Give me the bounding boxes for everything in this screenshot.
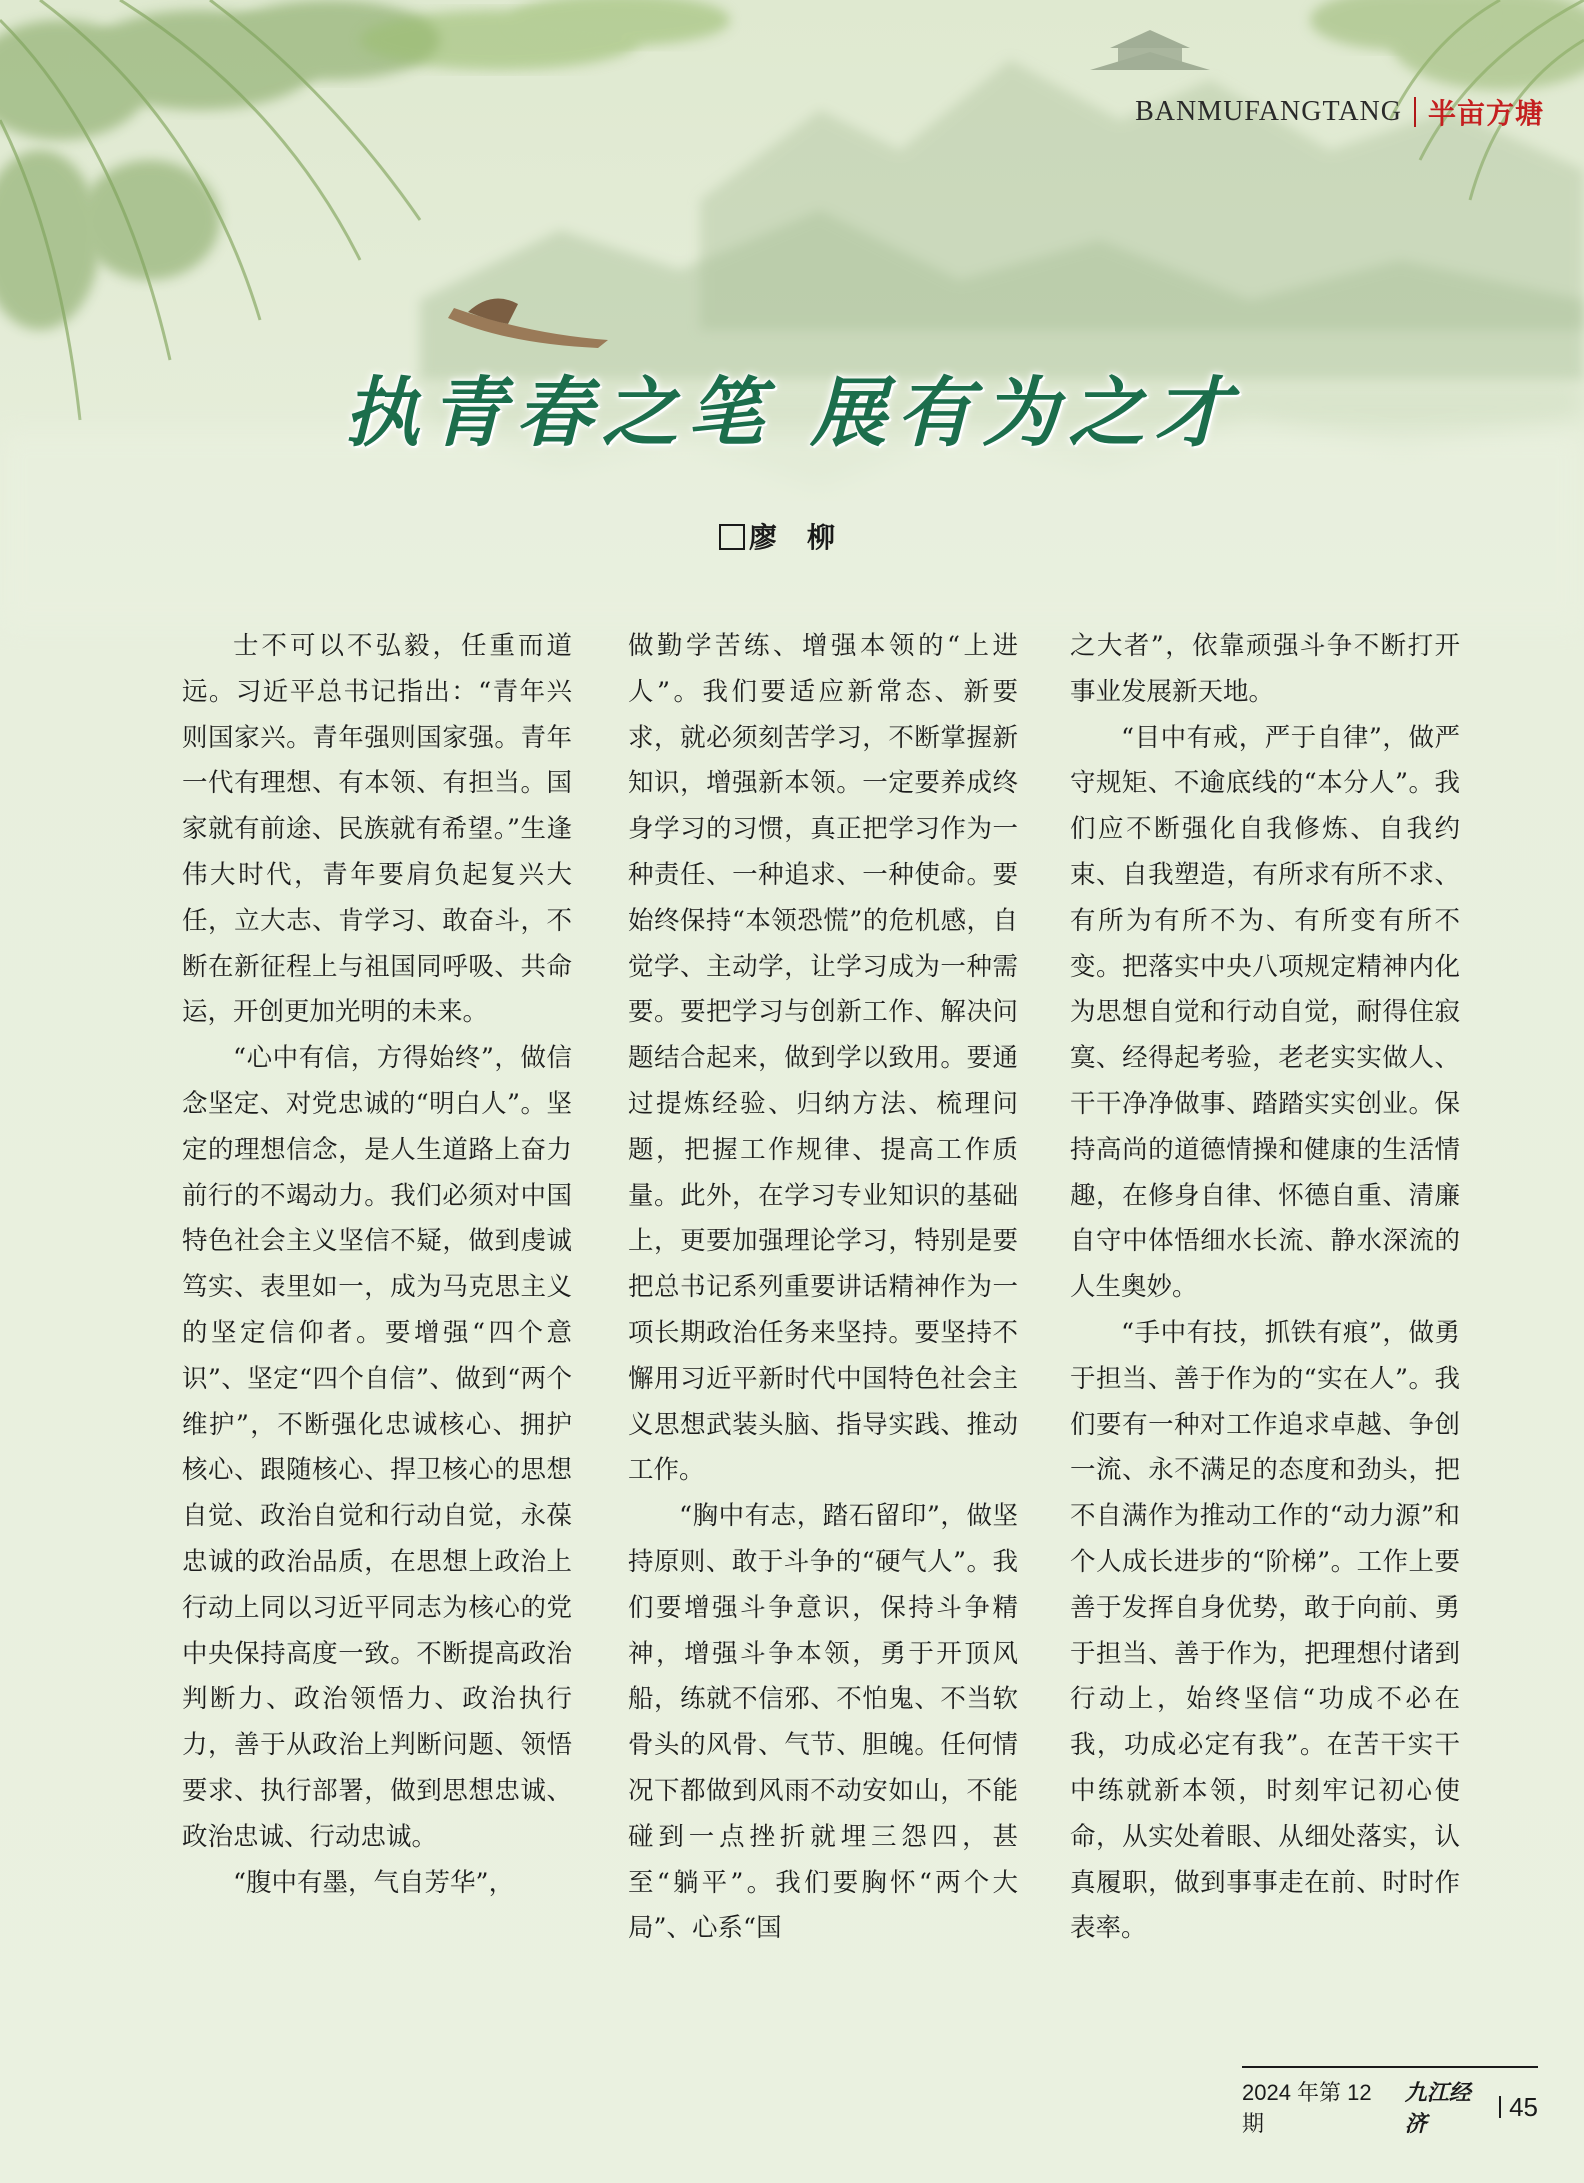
- section-name-cn: 半亩方塘: [1427, 97, 1544, 130]
- body-column-2: [628, 624, 1018, 2004]
- article-byline: [0, 516, 1584, 556]
- paragraph: 士不可以不弘毅，任重而道远。习近平总书记指出：“青年兴则国家兴。青年强则国家强。青年一代有理想、有本领、有担当。国家就有前途、民族就有希望。”生逢伟大时代，青年要肩负起复兴大任，立大志、肯学习、敢奋斗，不断在新征程上与祖国同呼吸、共命运，开创更加光明的未来。: [182, 631, 572, 1028]
- byline-box-icon: [719, 524, 745, 550]
- footer-divider: [1499, 2096, 1501, 2118]
- paragraph: “心中有信，方得始终”，做信念坚定、对党忠诚的“明白人”。坚定的理想信念，是人生道路上奋力前行的不竭动力。我们必须对中国特色社会主义坚信不疑，做到虔诚笃实、表里如一，成为马克思主义的坚定信仰者。要增强“四个意识”、坚定“四个自信”、做到“两个维护”，不断强化忠诚核心、拥护核心、跟随核心、捍卫核心的思想自觉、政治自觉和行动自觉，永葆忠诚的政治品质，在思想上政治上行动上同以习近平同志为核心的党中央保持高度一致。不断提高政治判断力、政治领悟力、政治执行力，善于从政治上判断问题、领悟要求、执行部署，做到思想忠诚、政治忠诚、行动忠诚。: [182, 1043, 572, 1852]
- paragraph: “目中有戒，严于自律”，做严守规矩、不逾底线的“本分人”。我们应不断强化自我修炼、自我约束、自我塑造，有所求有所不求、有所为有所不为、有所变有所不变。把落实中央八项规定精神内化为思想自觉和行动自觉，耐得住寂寞、经得起考验，老老实实做人、干干净净做事、踏踏实实创业。保持高尚的道德情操和健康的生活情趣，在修身自律、怀德自重、清廉自守中体悟细水长流、静水深流的人生奥妙。: [1070, 722, 1460, 1303]
- paragraph: “手中有技，抓铁有痕”，做勇于担当、善于作为的“实在人”。我们要有一种对工作追求卓越、争创一流、永不满足的态度和劲头，把不自满作为推动工作的“动力源”和个人成长进步的“阶梯”。工作上要善于发挥自身优势，敢于向前、勇于担当、善于作为，把理想付诸到行动上，始终坚信“功成不必在我，功成必定有我”。在苦干实干中练就新本领，时刻牢记初心使命，从实处着眼、从细处落实，认真履职，做到事事走在前、时时作表率。: [1070, 1317, 1460, 1944]
- page-number: 45: [1509, 2091, 1538, 2122]
- section-divider: [1414, 97, 1416, 127]
- issue-label: 2024 年第 12 期: [1242, 2080, 1372, 2136]
- paragraph: 做勤学苦练、增强本领的“上进人”。我们要适应新常态、新要求，就必须刻苦学习，不断掌握新知识，增强新本领。一定要养成终身学习的习惯，真正把学习作为一种责任、一种追求、一种使命。要始终保持“本领恐慌”的危机感，自觉学、主动学，让学习成为一种需要。要把学习与创新工作、解决问题结合起来，做到学以致用。要通过提炼经验、归纳方法、梳理问题，把握工作规律、提高工作质量。此外，在学习专业知识的基础上，更要加强理论学习，特别是要把总书记系列重要讲话精神作为一项长期政治任务来坚持。要坚持不懈用习近平新时代中国特色社会主义思想武装头脑、指导实践、推动工作。: [628, 631, 1018, 1486]
- paragraph: “腹中有墨，气自芳华”，: [233, 1867, 515, 1898]
- article-title: 执青春之笔 展有为之才: [343, 368, 1241, 457]
- body-column-3: [1070, 624, 1460, 2004]
- body-column-1: [182, 624, 572, 2004]
- paragraph: “胸中有志，踏石留印”，做坚持原则、敢于斗争的“硬气人”。我们要增强斗争意识，保持斗争精神，增强斗争本领，勇于开顶风船，练就不信邪、不怕鬼、不当软骨头的风骨、气节、胆魄。任何情况下都做到风雨不动安如山，不能碰到一点挫折就埋三怨四，甚至“躺平”。我们要胸怀“两个大局”、心系“国: [628, 1501, 1018, 1944]
- article-body: [182, 624, 1460, 2004]
- page-footer: [1242, 2066, 1538, 2138]
- author-name: 廖柳: [748, 521, 865, 554]
- magazine-name: 九江经济: [1404, 2080, 1471, 2137]
- paragraph: 之大者”，依靠顽强斗争不断打开事业发展新天地。: [1070, 631, 1460, 707]
- section-header: [1135, 92, 1544, 132]
- section-name-en: BANMUFANGTANG: [1135, 96, 1402, 127]
